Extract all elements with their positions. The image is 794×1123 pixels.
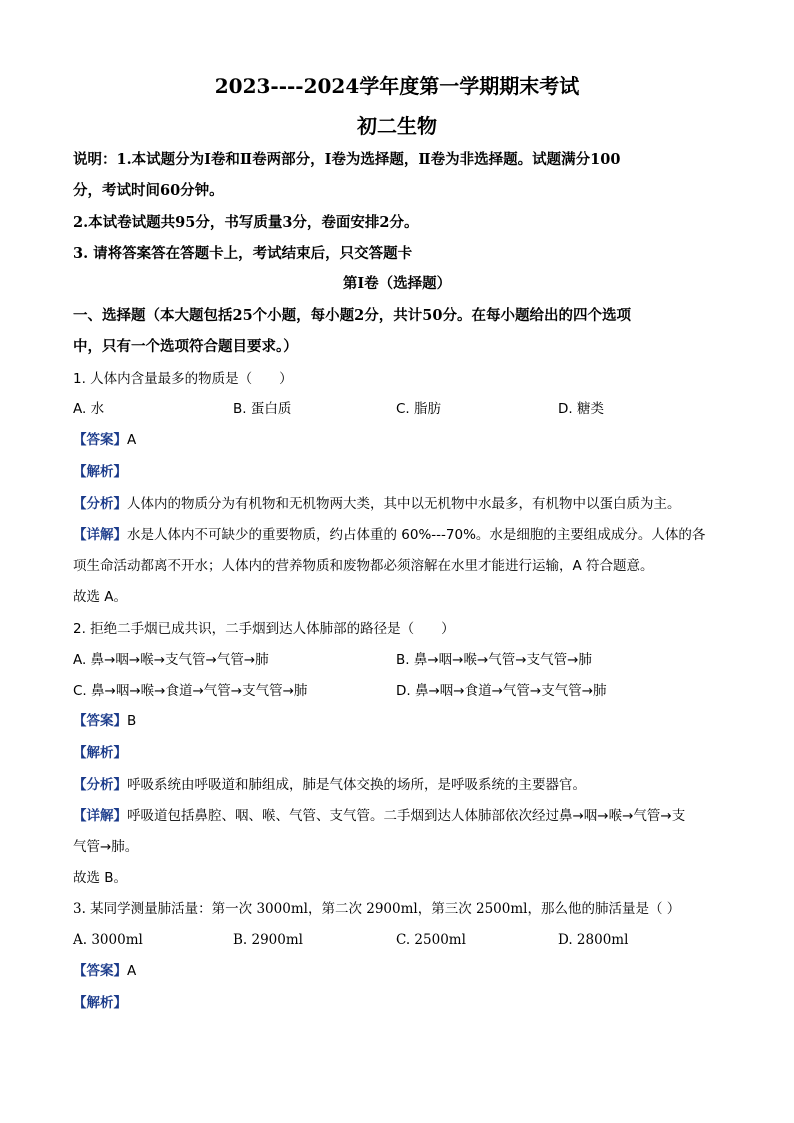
notes-line-2: 分，考试时间60分钟。: [73, 182, 224, 199]
q1-fenxi: [73, 494, 681, 514]
exam-subject: 初二生物: [357, 114, 437, 138]
q2-conclusion: 故选 B。: [73, 870, 128, 886]
q3-option-d: D. 2800ml: [558, 932, 629, 948]
q1-conclusion: 故选 A。: [73, 589, 128, 605]
q2-stem: 2. 拒绝二手烟已成共识，二手烟到达人体肺部的路径是（ ）: [73, 621, 455, 637]
notes-line-4: 3. 请将答案答在答题卡上，考试结束后，只交答题卡: [73, 245, 413, 262]
q3-option-b: B. 2900ml: [233, 932, 303, 948]
q1-xiangjie-text-1: 水是人体内不可缺少的重要物质，约占体重的 60%---70%。水是细胞的主要组成成分。人体的各: [127, 527, 706, 543]
q1-xiangjie-1: [73, 525, 705, 545]
q3-option-c: C. 2500ml: [396, 932, 466, 948]
exam-title: 2023----2024学年度第一学期期末考试: [214, 74, 580, 98]
section-heading: 第Ⅰ卷（选择题）: [342, 275, 452, 292]
q1-answer: [73, 430, 136, 450]
q1-answer-value: A: [127, 432, 137, 448]
q2-fenxi: [73, 775, 586, 795]
notes-line-1: 说明：1.本试题分为Ⅰ卷和Ⅱ卷两部分，Ⅰ卷为选择题，Ⅱ卷为非选择题。试题满分100: [73, 151, 621, 168]
q2-xiangjie-2: 气管→肺。: [73, 839, 139, 855]
q1-option-c: C. 脂肪: [396, 401, 442, 417]
analysis-label: 【解析】: [73, 995, 127, 1011]
answer-label: 【答案】: [73, 432, 127, 448]
q3-option-a: A. 3000ml: [73, 932, 143, 948]
q1-analysis-label: [73, 462, 127, 482]
fenxi-label: 【分析】: [73, 777, 127, 793]
q2-answer-value: B: [127, 713, 137, 729]
q2-option-b: B. 鼻→咽→喉→气管→支气管→肺: [396, 652, 592, 668]
section-intro-1: 一、选择题（本大题包括25个小题，每小题2分，共计50分。在每小题给出的四个选项: [73, 307, 631, 324]
q2-analysis-label: [73, 743, 127, 763]
section-intro-2: 中，只有一个选项符合题目要求。）: [73, 338, 298, 355]
q1-stem: 1. 人体内含量最多的物质是（ ）: [73, 371, 293, 387]
answer-label: 【答案】: [73, 963, 127, 979]
q1-option-a: A. 水: [73, 401, 105, 417]
q1-xiangjie-2: 项生命活动都离不开水；人体内的营养物质和废物都必须溶解在水里才能进行运输，A 符合题意。: [73, 558, 654, 574]
q1-fenxi-text: 人体内的物质分为有机物和无机物两大类，其中以无机物中水最多，有机物中以蛋白质为主。: [127, 496, 681, 512]
q3-stem: 3. 某同学测量肺活量：第一次 3000ml，第二次 2900ml，第三次 2500ml，那么他的肺活量是（ ）: [73, 901, 681, 917]
q2-option-a: A. 鼻→咽→喉→支气管→气管→肺: [73, 652, 269, 668]
q2-option-d: D. 鼻→咽→食道→气管→支气管→肺: [396, 683, 607, 699]
q2-fenxi-text: 呼吸系统由呼吸道和肺组成，肺是气体交换的场所，是呼吸系统的主要器官。: [127, 777, 586, 793]
answer-label: 【答案】: [73, 713, 127, 729]
q2-answer: [73, 711, 136, 731]
q3-answer: [73, 961, 136, 981]
q2-option-c: C. 鼻→咽→喉→食道→气管→支气管→肺: [73, 683, 308, 699]
q2-xiangjie-text-1: 呼吸道包括鼻腔、咽、喉、气管、支气管。二手烟到达人体肺部依次经过鼻→咽→喉→气管→支: [127, 808, 686, 824]
q3-analysis-label: [73, 993, 127, 1013]
xiangjie-label: 【详解】: [73, 527, 127, 543]
analysis-label: 【解析】: [73, 745, 127, 761]
q1-option-d: D. 糖类: [558, 401, 604, 417]
fenxi-label: 【分析】: [73, 496, 127, 512]
q2-xiangjie-1: [73, 806, 685, 826]
xiangjie-label: 【详解】: [73, 808, 127, 824]
q3-answer-value: A: [127, 963, 137, 979]
analysis-label: 【解析】: [73, 464, 127, 480]
q1-option-b: B. 蛋白质: [233, 401, 292, 417]
notes-line-3: 2.本试卷试题共95分，书写质量3分，卷面安排2分。: [73, 214, 419, 231]
